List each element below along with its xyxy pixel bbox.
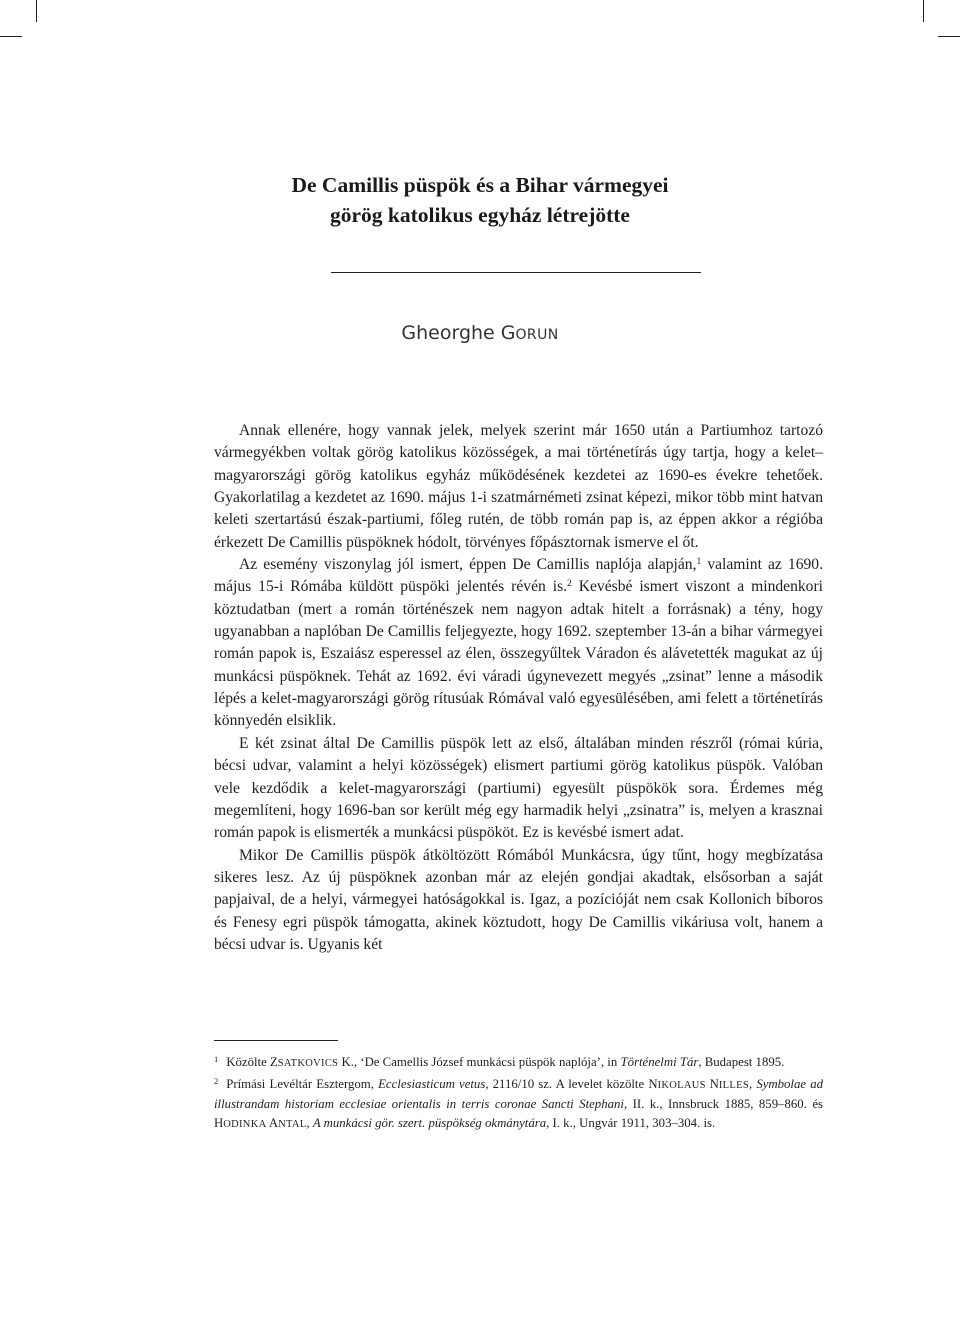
article-body [214,420,823,956]
small-caps-initial: N [709,1077,719,1091]
footnote-italic-title: Ecclesiasticum vetus [378,1077,486,1091]
footnote-italic-title: A munkácsi gör. szert. püspökség okmánytára [312,1116,547,1130]
footnote-ref-1: 1 [696,557,702,568]
paragraph-3: E két zsinat által De Camillis püspök lett az első, általában minden részről (római kúria, bécsi udvar, valamint a helyi közösségek) elismert partiumi görög katolikus püspök. Valóban vele kezdődik a kelet-magyarországi (partiumi) egyesült püspökök sora. Érdemes még megemlíteni, hogy 1696-ban sor került még egy harmadik helyi „zsinatra” is, melyen a krasznai román papok is elismerték a munkácsi püspököt. Ez is kevésbé ismert adat. [214,734,823,842]
footnote-text: , [748,1077,757,1091]
author-first-name: Gheorghe [401,322,501,344]
small-caps-initial: N [648,1077,658,1091]
footnote-text: Prímási Levéltár Esztergom, [226,1077,379,1091]
footnote-rule [214,1040,338,1041]
footnote-number: 1 [214,1054,219,1064]
title-line-2: görög katolikus egyház létrejötte [330,203,630,227]
author-surname-rest: ORUN [515,327,559,343]
small-caps-text: ILLES [718,1080,749,1091]
paragraph-2 [214,554,823,733]
footnote-1 [214,1053,823,1073]
footnote-number: 2 [214,1076,219,1086]
small-caps-initial: Z [269,1055,278,1069]
footnote-italic-title: Symbolae ad illustrandam historiam ecclesiae orientalis in terris coronae Sancti Stephani [214,1077,824,1111]
footnote-text: , Budapest 1895. [698,1055,785,1069]
article-title [180,170,780,230]
small-caps-text: ODINKA [223,1119,269,1130]
footnote-italic-title: Történelmi Tár [620,1055,699,1069]
footnote-2 [214,1075,823,1134]
crop-mark [923,0,924,22]
crop-mark [0,36,22,37]
paragraph-2-part-a: Az esemény viszonylag jól ismert, éppen De Camillis naplója alapján, [239,556,697,574]
footnote-text: , II. k., Innsbruck 1885, 859–860. és [623,1097,823,1111]
footnote-text: , [306,1116,313,1130]
crop-mark [36,0,37,22]
footnote-text: , 2116/10 sz. A levelet közölte [485,1077,649,1091]
paragraph-4: Mikor De Camillis püspök átköltözött Rómából Munkácsra, úgy tűnt, hogy megbízatása sikeres lesz. Az új püspöknek azonban már az elején gondjai akadtak, elsősorban a saját papjaival, de a helyi, vármegyei hatóságokkal is. Igaz, a pozícióját nem csak Kollonich bíboros és Fenesy egri püspök támogatta, akinek köztudott, hogy De Camillis vikáriusa volt, hanem a bécsi udvar is. Ugyanis két [214,846,823,953]
footnote-text: , I. k., Ungvár 1911, 303–304. is. [546,1116,716,1130]
footnote-text: K., ‘De Camellis József munkácsi püspök naplója’, in [338,1055,621,1069]
paragraph-2-part-b: valamint az 1690. május 15-i Rómába küldött püspöki jelentés révén is. [214,556,823,596]
small-caps-text: IKOLAUS [657,1080,710,1091]
footnotes [214,1053,823,1136]
small-caps-text: SATKOVICS [277,1058,339,1069]
title-line-1: De Camillis püspök és a Bihar vármegyei [291,173,669,197]
author-name [180,320,780,348]
small-caps-initial: A [268,1116,279,1130]
author-surname-initial: G [500,322,516,344]
paragraph-2-part-c: Kevésbé ismert viszont a mindenkori köztudatban (mert a román történészek nem nagyon adtak hitelt a forrásnak) a tény, hogy ugyanabban a naplóban De Camillis feljegyezte, hogy 1692. szeptember 13-án a bihar vármegyei román papok is, Eszaiász esperessel az élen, összegyűltek Váradon és alávetették magukat az új munkácsi püspöknek. Tehát az 1692. évi váradi úgynevezett megyés „zsinat” lenne a második lépés a kelet-magyarországi görög rítusúak Rómával való egyesülésében, ami felett a történetírás könnyedén elsiklik. [214,578,823,730]
small-caps-initial: H [214,1116,224,1130]
paragraph-1: Annak ellenére, hogy vannak jelek, melyek szerint már 1650 után a Partiumhoz tartozó vármegyékben voltak görög katolikus közösségek, a mai történetírás úgy tartja, hogy a kelet–magyarországi görög katolikus egyház működésének kezdetei az 1690-es évekre tehetőek. Gyakorlatilag a kezdetet az 1690. május 1-i szatmárnémeti zsinat képezi, mikor több mint hatvan keleti szertartású észak-partiumi, főleg rutén, de több román pap is, az éppen akkor a régióba érkezett De Camillis püspöknek hódolt, törvényes főpásztornak ismerve el őt. [214,422,823,551]
crop-mark [938,36,960,37]
small-caps-text: NTAL [278,1119,307,1130]
footnote-text: Közölte [226,1055,270,1069]
title-rule [331,272,701,273]
footnote-ref-2: 2 [567,579,572,590]
